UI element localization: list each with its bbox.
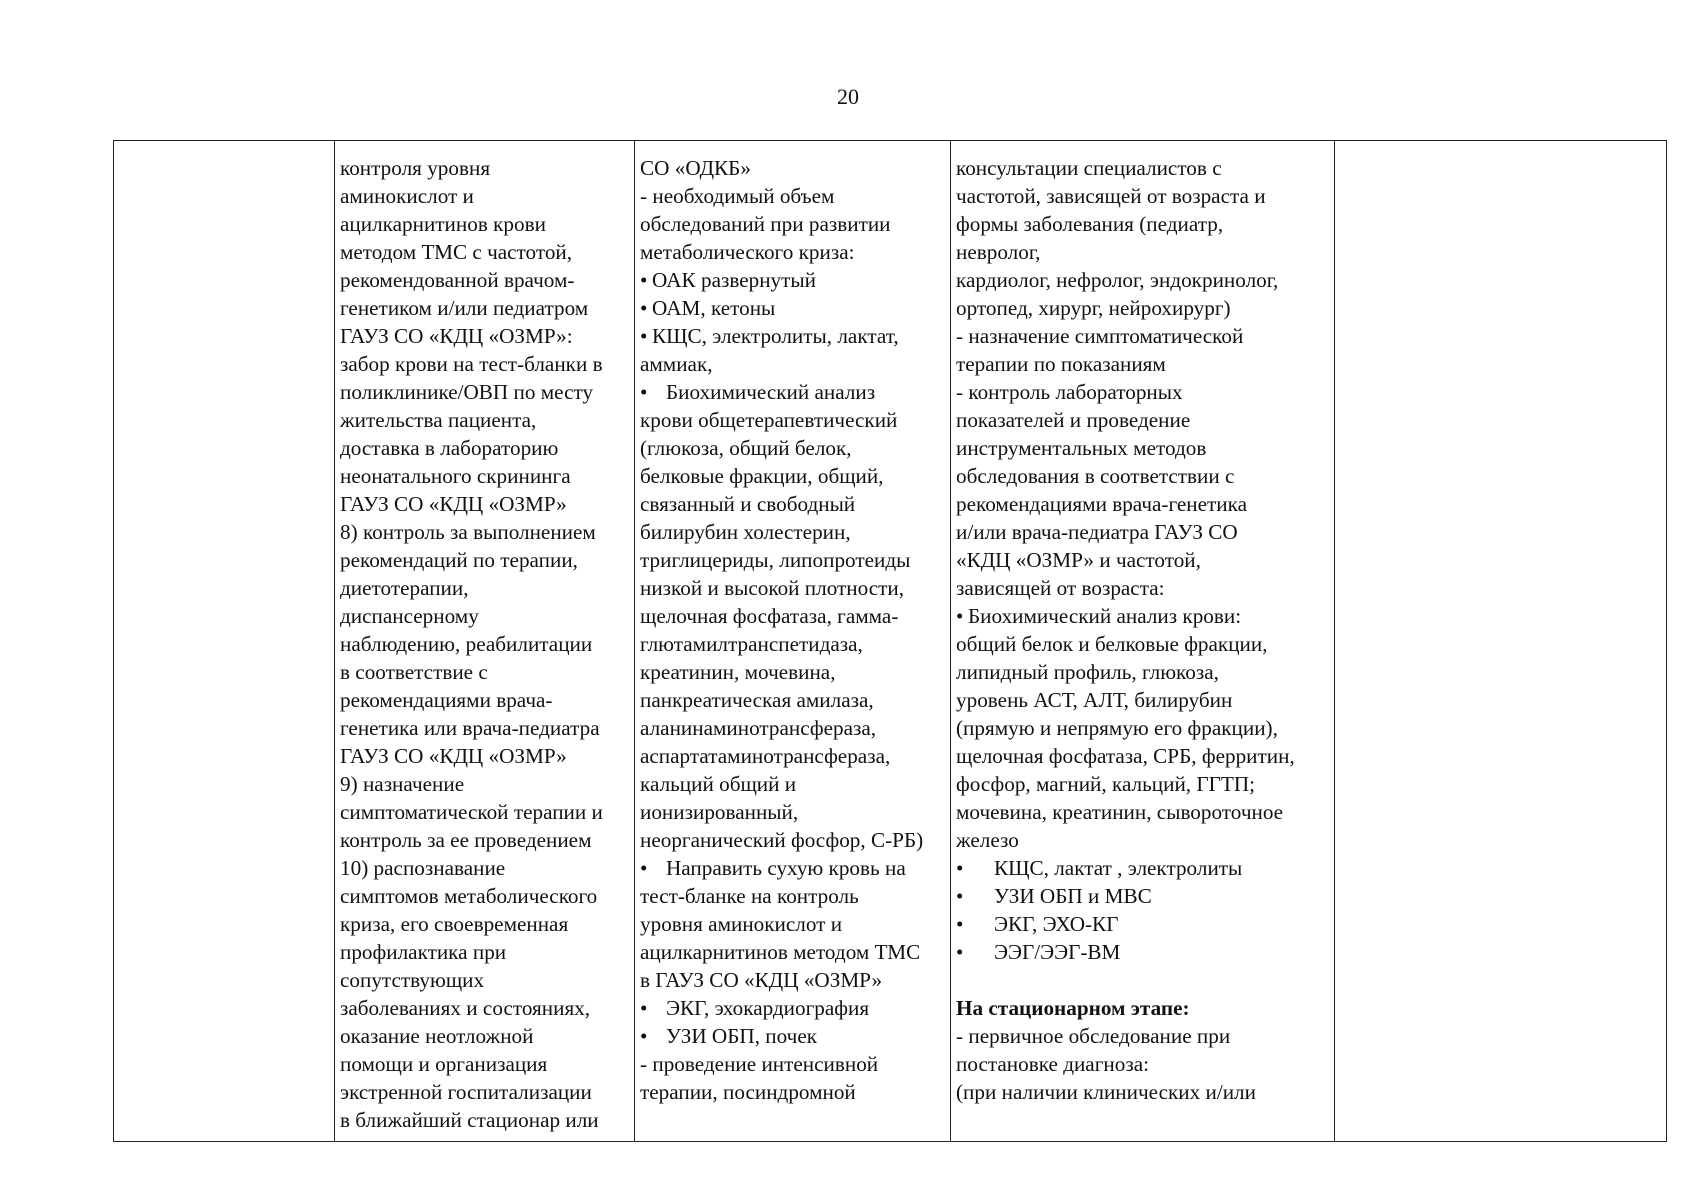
- cell-line: [956, 182, 1330, 210]
- line-text: генетика или врача-педиатра: [340, 716, 600, 740]
- cell-line: [956, 490, 1330, 518]
- line-text: заболеваниях и состояниях,: [340, 996, 591, 1020]
- line-text: рекомендациями врача-генетика: [956, 492, 1248, 516]
- cell-line: [340, 1050, 630, 1078]
- cell-line: [340, 630, 630, 658]
- line-text: креатинин, мочевина,: [640, 660, 836, 684]
- bullet-icon: •: [956, 912, 964, 936]
- line-text: контроля уровня: [340, 156, 491, 180]
- cell-line: [340, 238, 630, 266]
- cell-line: [640, 686, 946, 714]
- line-text: На стационарном этапе:: [956, 996, 1190, 1020]
- cell-line: [340, 798, 630, 826]
- bullet-icon: •: [640, 996, 648, 1020]
- cell-line: [956, 686, 1330, 714]
- line-text: - необходимый объем: [640, 184, 835, 208]
- cell-line: [956, 938, 1330, 966]
- cell-line: [956, 238, 1330, 266]
- cell-line: [956, 350, 1330, 378]
- line-text: УЗИ ОБП, почек: [666, 1024, 818, 1048]
- cell-line: [956, 966, 1330, 994]
- line-text: СО «ОДКБ»: [640, 156, 751, 180]
- cell-line: [340, 574, 630, 602]
- cell-line: [640, 462, 946, 490]
- line-text: (глюкоза, общий белок,: [640, 436, 852, 460]
- line-text: КЩС, электролиты, лактат,: [652, 324, 899, 348]
- cell-line: [340, 266, 630, 294]
- bullet-icon: •: [640, 268, 648, 292]
- bullet-icon: •: [956, 856, 964, 880]
- line-text: в ближайший стационар или: [340, 1108, 599, 1132]
- line-text: рекомендованной врачом-: [340, 268, 575, 292]
- line-text: фосфор, магний, кальций, ГГТП;: [956, 772, 1256, 796]
- line-text: «КДЦ «ОЗМР» и частотой,: [956, 548, 1201, 572]
- cell-line: [340, 966, 630, 994]
- bullet-icon: •: [640, 296, 648, 320]
- line-text: Направить сухую кровь на: [666, 856, 906, 880]
- line-text: ОАК развернутый: [652, 268, 816, 292]
- line-text: и/или врача-педиатра ГАУЗ СО: [956, 520, 1238, 544]
- line-text: ионизированный,: [640, 800, 799, 824]
- line-text: белковые фракции, общий,: [640, 464, 884, 488]
- line-text: щелочная фосфатаза, гамма-: [640, 604, 899, 628]
- cell-line: [956, 714, 1330, 742]
- line-text: глютамилтранспетидаза,: [640, 632, 863, 656]
- line-text: обследований при развитии: [640, 212, 891, 236]
- line-text: 10) распознавание: [340, 856, 506, 880]
- cell-line: [340, 742, 630, 770]
- line-text: ГАУЗ СО «КДЦ «ОЗМР»: [340, 744, 567, 768]
- line-text: криза, его своевременная: [340, 912, 569, 936]
- line-text: терапии, посиндромной: [640, 1080, 856, 1104]
- cell-line: [640, 714, 946, 742]
- line-text: аммиак,: [640, 352, 713, 376]
- cell-line: [340, 658, 630, 686]
- line-text: доставка в лабораторию: [340, 436, 559, 460]
- cell-line: [640, 854, 946, 882]
- line-text: ГАУЗ СО «КДЦ «ОЗМР»: [340, 492, 567, 516]
- cell-line: [956, 546, 1330, 574]
- line-text: постановке диагноза:: [956, 1052, 1149, 1076]
- line-text: терапии по показаниям: [956, 352, 1166, 376]
- cell-line: [956, 154, 1330, 182]
- line-text: Биохимический анализ: [666, 380, 876, 404]
- line-text: экстренной госпитализации: [340, 1080, 592, 1104]
- line-text: КЩС, лактат , электролиты: [994, 856, 1243, 880]
- cell-line: [640, 658, 946, 686]
- cell-line: [340, 910, 630, 938]
- cell-line: [640, 938, 946, 966]
- cell-line: [640, 798, 946, 826]
- table-cell-col-4: [951, 141, 1335, 1142]
- bullet-icon: •: [956, 604, 964, 628]
- cell-line: [340, 518, 630, 546]
- line-text: железо: [956, 828, 1019, 852]
- cell-line: [956, 1078, 1330, 1106]
- cell-line: [956, 574, 1330, 602]
- line-text: уровень АСТ, АЛТ, билирубин: [956, 688, 1233, 712]
- line-text: помощи и организация: [340, 1052, 548, 1076]
- cell-line: [956, 322, 1330, 350]
- line-text: диетотерапии,: [340, 576, 469, 600]
- line-text: - первичное обследование при: [956, 1024, 1231, 1048]
- cell-line: [640, 266, 946, 294]
- line-text: поликлинике/ОВП по месту: [340, 380, 594, 404]
- cell-line: [956, 910, 1330, 938]
- line-text: неонатального скрининга: [340, 464, 571, 488]
- bullet-icon: •: [956, 940, 964, 964]
- cell-line: [640, 378, 946, 406]
- table-cell-col-2: [335, 141, 635, 1142]
- line-text: метаболического криза:: [640, 240, 855, 264]
- line-text: частотой, зависящей от возраста и: [956, 184, 1266, 208]
- cell-line: [956, 518, 1330, 546]
- line-text: рекомендациями врача-: [340, 688, 553, 712]
- cell-line: [640, 742, 946, 770]
- line-text: уровня аминокислот и: [640, 912, 843, 936]
- cell-line: [640, 406, 946, 434]
- cell-line: [340, 1106, 630, 1134]
- cell-line: [340, 938, 630, 966]
- cell-line: [956, 742, 1330, 770]
- line-text: забор крови на тест-бланки в: [340, 352, 603, 376]
- line-text: тест-бланке на контроль: [640, 884, 859, 908]
- line-text: ОАМ, кетоны: [652, 296, 776, 320]
- cell-line: [956, 854, 1330, 882]
- table-row: [114, 141, 1667, 1142]
- line-text: аланинаминотрансфераза,: [640, 716, 877, 740]
- line-text: профилактика при: [340, 940, 507, 964]
- line-text: - назначение симптоматической: [956, 324, 1244, 348]
- line-text: симптомов метаболического: [340, 884, 598, 908]
- cell-line: [340, 770, 630, 798]
- cell-line: [640, 1050, 946, 1078]
- bullet-icon: •: [640, 856, 648, 880]
- cell-line: [640, 518, 946, 546]
- line-text: кальций общий и: [640, 772, 797, 796]
- cell-line: [956, 658, 1330, 686]
- cell-line: [340, 994, 630, 1022]
- cell-line: [340, 1022, 630, 1050]
- line-text: липидный профиль, глюкоза,: [956, 660, 1219, 684]
- cell-line: [640, 238, 946, 266]
- table-cell-col-5: [1335, 141, 1667, 1142]
- line-text: аминокислот и: [340, 184, 474, 208]
- cell-line: [640, 434, 946, 462]
- line-text: билирубин холестерин,: [640, 520, 851, 544]
- cell-line: [640, 1022, 946, 1050]
- cell-line: [340, 406, 630, 434]
- cell-line: [340, 490, 630, 518]
- line-text: связанный и свободный: [640, 492, 856, 516]
- cell-line: [340, 854, 630, 882]
- line-text: симптоматической терапии и: [340, 800, 603, 824]
- cell-line: [640, 882, 946, 910]
- line-text: ЭКГ, ЭХО-КГ: [994, 912, 1119, 936]
- cell-line: [340, 154, 630, 182]
- cell-line: [640, 574, 946, 602]
- line-text: ацилкарнитинов крови: [340, 212, 546, 236]
- line-text: рекомендаций по терапии,: [340, 548, 578, 572]
- bullet-icon: •: [956, 884, 964, 908]
- line-text: консультации специалистов с: [956, 156, 1222, 180]
- line-text: невролог,: [956, 240, 1041, 264]
- cell-line: [340, 210, 630, 238]
- cell-line: [956, 406, 1330, 434]
- line-text: Биохимический анализ крови:: [968, 604, 1242, 628]
- line-text: показателей и проведение: [956, 408, 1191, 432]
- cell-line: [956, 994, 1330, 1022]
- cell-line: [340, 882, 630, 910]
- cell-line: [956, 434, 1330, 462]
- cell-line: [640, 994, 946, 1022]
- cell-line: [956, 210, 1330, 238]
- cell-line: [340, 462, 630, 490]
- cell-line: [640, 966, 946, 994]
- page-number: 20: [837, 84, 859, 109]
- line-text: триглицериды, липопротеиды: [640, 548, 911, 572]
- line-text: - контроль лабораторных: [956, 380, 1183, 404]
- line-text: панкреатическая амилаза,: [640, 688, 874, 712]
- cell-line: [956, 1050, 1330, 1078]
- cell-line: [640, 210, 946, 238]
- line-text: крови общетерапевтический: [640, 408, 898, 432]
- line-text: оказание неотложной: [340, 1024, 534, 1048]
- line-text: формы заболевания (педиатр,: [956, 212, 1224, 236]
- cell-line: [640, 322, 946, 350]
- cell-line: [640, 490, 946, 518]
- cell-line: [340, 826, 630, 854]
- line-text: 9) назначение: [340, 772, 465, 796]
- cell-line: [956, 602, 1330, 630]
- line-text: кардиолог, нефролог, эндокринолог,: [956, 268, 1279, 292]
- line-text: зависящей от возраста:: [956, 576, 1165, 600]
- cell-line: [956, 294, 1330, 322]
- table-cell-col-3: [635, 141, 951, 1142]
- line-text: низкой и высокой плотности,: [640, 576, 905, 600]
- cell-line: [640, 350, 946, 378]
- line-text: контроль за ее проведением: [340, 828, 592, 852]
- line-text: методом ТМС с частотой,: [340, 240, 573, 264]
- line-text: сопутствующих: [340, 968, 485, 992]
- cell-line: [956, 826, 1330, 854]
- cell-line: [956, 798, 1330, 826]
- line-text: инструментальных методов: [956, 436, 1207, 460]
- cell-line: [340, 294, 630, 322]
- cell-line: [340, 378, 630, 406]
- line-text: неорганический фосфор, С-РБ): [640, 828, 924, 852]
- cell-line: [640, 182, 946, 210]
- cell-line: [640, 294, 946, 322]
- line-text: ЭКГ, эхокардиография: [666, 996, 870, 1020]
- line-text: УЗИ ОБП и МВС: [994, 884, 1152, 908]
- table-cell-col-1: [114, 141, 335, 1142]
- line-text: (при наличии клинических и/или: [956, 1080, 1256, 1104]
- cell-line: [340, 350, 630, 378]
- line-text: жительства пациента,: [340, 408, 537, 432]
- line-text: щелочная фосфатаза, СРБ, ферритин,: [956, 744, 1295, 768]
- line-text: генетиком и/или педиатром: [340, 296, 589, 320]
- cell-line: [340, 546, 630, 574]
- cell-line: [956, 462, 1330, 490]
- line-text: обследования в соответствии с: [956, 464, 1235, 488]
- line-text: наблюдению, реабилитации: [340, 632, 593, 656]
- document-table: [113, 140, 1667, 1142]
- line-text: аспартатаминотрансфераза,: [640, 744, 891, 768]
- cell-line: [640, 826, 946, 854]
- line-text: ортопед, хирург, нейрохирург): [956, 296, 1231, 320]
- line-text: - проведение интенсивной: [640, 1052, 879, 1076]
- cell-line: [340, 714, 630, 742]
- line-text: общий белок и белковые фракции,: [956, 632, 1268, 656]
- line-text: в соответствие с: [340, 660, 488, 684]
- cell-line: [640, 770, 946, 798]
- cell-line: [640, 154, 946, 182]
- cell-line: [340, 602, 630, 630]
- cell-line: [340, 322, 630, 350]
- cell-line: [640, 1078, 946, 1106]
- line-text: диспансерному: [340, 604, 479, 628]
- cell-line: [956, 630, 1330, 658]
- cell-line: [956, 882, 1330, 910]
- line-text: мочевина, креатинин, сывороточное: [956, 800, 1284, 824]
- cell-line: [956, 1022, 1330, 1050]
- cell-line: [340, 686, 630, 714]
- cell-line: [956, 266, 1330, 294]
- cell-line: [640, 602, 946, 630]
- cell-line: [340, 1078, 630, 1106]
- cell-line: [340, 182, 630, 210]
- line-text: в ГАУЗ СО «КДЦ «ОЗМР»: [640, 968, 883, 992]
- bullet-icon: •: [640, 380, 648, 404]
- bullet-icon: •: [640, 324, 648, 348]
- line-text: ГАУЗ СО «КДЦ «ОЗМР»:: [340, 324, 573, 348]
- cell-line: [340, 434, 630, 462]
- line-text: (прямую и непрямую его фракции),: [956, 716, 1278, 740]
- cell-line: [640, 910, 946, 938]
- cell-line: [956, 378, 1330, 406]
- cell-line: [640, 546, 946, 574]
- bullet-icon: •: [640, 1024, 648, 1048]
- cell-line: [640, 630, 946, 658]
- line-text: ацилкарнитинов методом ТМС: [640, 940, 921, 964]
- cell-line: [956, 770, 1330, 798]
- line-text: 8) контроль за выполнением: [340, 520, 596, 544]
- line-text: ЭЭГ/ЭЭГ-ВМ: [994, 940, 1121, 964]
